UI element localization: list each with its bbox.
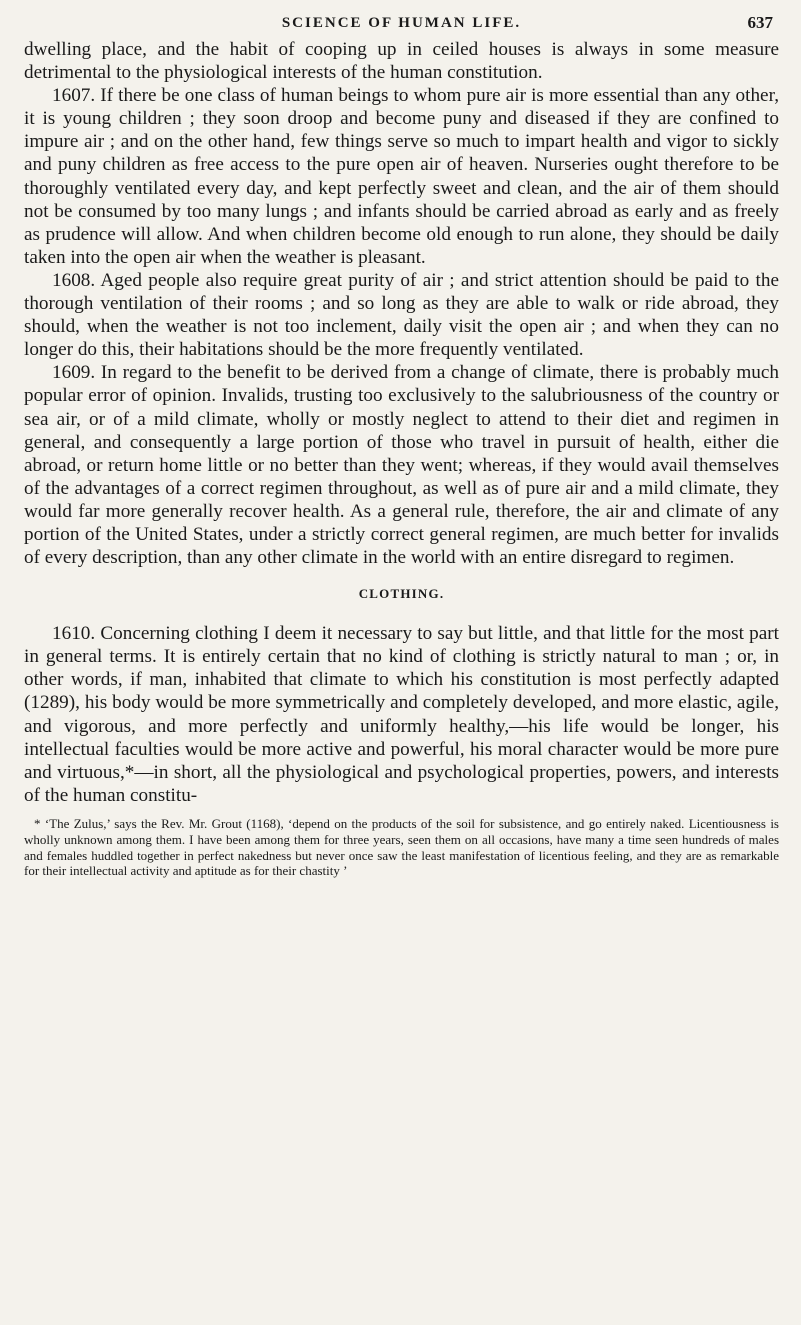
footnote: * ‘The Zulus,’ says the Rev. Mr. Grout (1168), ‘depend on the products of the soil for subsistence, and go entirely naked. Licentiousness is wholly unknown among them. I have been among them for three years, seen them on all occasions, have many a time seen hundreds of males and females huddled together in perfect nakedness but never once saw the least manifestation of licentious feeling, and they are as remarkable for their intellectual activity and aptitude as for their chastity ’ bbox=[24, 815, 779, 879]
paragraph-1608: 1608. Aged people also require great purity of air ; and strict attention should be paid to the thorough ventilation of their rooms ; and so long as they are able to walk or ride abroad, they should, when the weather is not too inclement, daily visit the open air ; and when they can no longer do this, their habitations should be the more frequently ventilated. bbox=[24, 269, 779, 361]
paragraph-1610: 1610. Concerning clothing I deem it necessary to say but little, and that little for the most part in general terms. It is entirely certain that no kind of clothing is strictly natural to man ; or, in other words, if man, inhabited that climate to which his constitution is most perfectly adapted (1289), his body would be more symmetrically and completely developed, and more elastic, agile, and vigorous, and more perfectly and uniformly healthy,—his life would be longer, his intellectual faculties would be more active and powerful, his moral character would be more pure and virtuous,*—in short, all the physiological and psychological properties, powers, and interests of the human constitu- bbox=[24, 623, 779, 806]
running-title: SCIENCE OF HUMAN LIFE. bbox=[281, 15, 522, 31]
paragraph-1607: 1607. If there be one class of human beings to whom pure air is more essential than any other, it is young children ; they soon droop and become puny and diseased if they are confined to impure air ; and on the other hand, few things serve so much to impart health and vigor to sickly and puny children as free access to the pure open air of heaven. Nurseries ought therefore to be thoroughly ventilated every day, and kept perfectly sweet and clean, and the air of them should not be consumed by too many lungs ; and infants should be carried abroad as early and as freely as prudence will allow. And when children become old enough to run alone, they should be daily taken into the open air when the weather is pleasant. bbox=[24, 85, 779, 268]
book-page bbox=[24, 8, 779, 1318]
page-number: 637 bbox=[747, 13, 773, 32]
body-text bbox=[24, 38, 779, 569]
section-heading: CLOTHING. bbox=[358, 586, 445, 602]
running-head bbox=[24, 8, 779, 38]
paragraph-continued: dwelling place, and the habit of cooping up in ceiled houses is always in some measure detrimental to the physiological interests of the human constitution. bbox=[24, 39, 779, 84]
paragraph-1609: 1609. In regard to the benefit to be derived from a change of climate, there is probably much popular error of opinion. Invalids, trusting too exclusively to the salubriousness of the country or sea air, or of a mild climate, wholly or mostly neglect to attend to their diet and regimen in general, and consequently a large portion of those who travel in pursuit of health, either die abroad, or return home little or no better than they went; whereas, if they would avail themselves of the advantages of a correct regimen throughout, as well as of pure air and a mild climate, they would far more generally recover health. As a general rule, therefore, the air and climate of any portion of the United States, under a strictly correct general regimen, are much better for invalids of every description, than any other climate in the world with an entire disregard to regimen. bbox=[24, 362, 779, 569]
